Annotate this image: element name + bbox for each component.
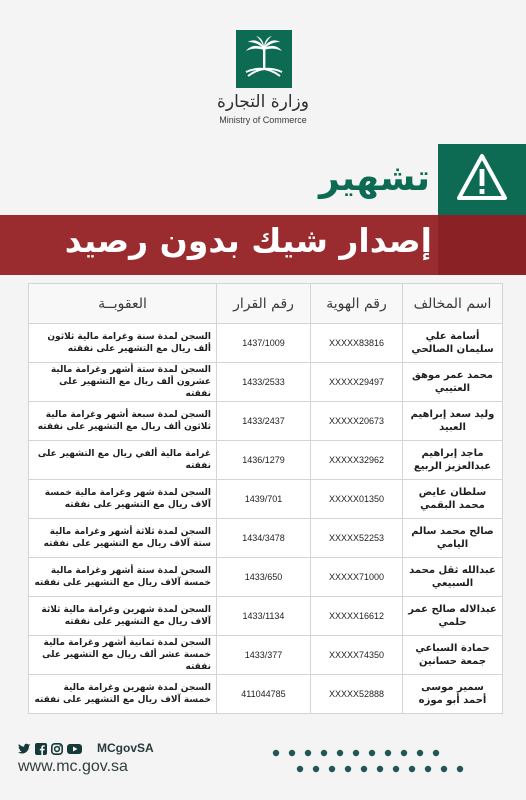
announcement-title: تشهير <box>318 158 430 199</box>
decision-number: 1439/701 <box>217 480 311 519</box>
ministry-name-english: Ministry of Commerce <box>219 115 307 125</box>
violator-name: محمد عمر موهق العتيبي <box>403 363 503 402</box>
penalty-text: السجن لمدة ثمانية أشهر وغرامة مالية خمسة عشر ألف ريال مع التشهير على نفقته <box>29 636 217 675</box>
table-row <box>29 324 503 363</box>
table-row <box>29 597 503 636</box>
violator-name: عبدالاله صالح عمر حلمي <box>403 597 503 636</box>
website-link[interactable]: www.mc.gov.sa <box>18 758 128 775</box>
violator-id: XXXXX52253 <box>311 519 403 558</box>
decorative-dots <box>270 747 510 777</box>
violators-table <box>28 283 503 714</box>
decision-number: 1436/1279 <box>217 441 311 480</box>
table-row <box>29 519 503 558</box>
table-row <box>29 441 503 480</box>
violator-name: عبدالله ثقل محمد السبيعي <box>403 558 503 597</box>
warning-badge <box>438 144 526 216</box>
ministry-name-arabic: وزارة التجارة <box>217 92 309 112</box>
table-row <box>29 363 503 402</box>
table-row <box>29 402 503 441</box>
decision-number: 1433/2437 <box>217 402 311 441</box>
violator-name: صالح محمد سالم اليامي <box>403 519 503 558</box>
twitter-icon[interactable] <box>18 743 31 755</box>
violator-id: XXXXX74350 <box>311 636 403 675</box>
violator-name: حمادة السباعي جمعة حسانين <box>403 636 503 675</box>
penalty-text: غرامة مالية ألفي ريال مع التشهير على نفقته <box>29 441 217 480</box>
penalty-text: السجن لمدة ثلاثة أشهر وغرامة مالية ستة آلاف ريال مع التشهير على نفقته <box>29 519 217 558</box>
violator-name: سلطان عايض محمد البقمي <box>403 480 503 519</box>
youtube-icon[interactable] <box>67 743 82 755</box>
palm-swords-icon <box>236 30 292 88</box>
violator-name: أسامة علي سليمان الصالحي <box>403 324 503 363</box>
violator-id: XXXXX16612 <box>311 597 403 636</box>
banner-accent <box>438 215 526 275</box>
table-row <box>29 636 503 675</box>
decision-number: 1437/1009 <box>217 324 311 363</box>
violator-name: سمير موسى أحمد أبو موزه <box>403 675 503 714</box>
decision-number: 1433/1134 <box>217 597 311 636</box>
decision-number: 1433/377 <box>217 636 311 675</box>
table-row <box>29 480 503 519</box>
violator-id: XXXXX29497 <box>311 363 403 402</box>
table-header-row <box>29 284 503 324</box>
violator-name: ماجد إبراهيم عبدالعزيز الربيع <box>403 441 503 480</box>
table-row <box>29 558 503 597</box>
violator-name: وليد سعد إبراهيم العبيد <box>403 402 503 441</box>
column-header-decision: رقم القرار <box>217 284 311 324</box>
violator-id: XXXXX01350 <box>311 480 403 519</box>
penalty-text: السجن لمدة شهر وغرامة مالية خمسة آلاف ريال مع التشهير على نفقته <box>29 480 217 519</box>
violator-id: XXXXX20673 <box>311 402 403 441</box>
penalty-text: السجن لمدة ستة أشهر وغرامة مالية عشرون ألف ريال مع التشهير على نفقته <box>29 363 217 402</box>
penalty-text: السجن لمدة شهرين وغرامة مالية ثلاثة آلاف ريال مع التشهير على نفقته <box>29 597 217 636</box>
ministry-emblem <box>236 30 292 88</box>
social-handle[interactable]: MCgovSA <box>97 741 154 755</box>
violator-id: XXXXX83816 <box>311 324 403 363</box>
instagram-icon[interactable] <box>51 743 63 755</box>
column-header-penalty: العقوبــة <box>29 284 217 324</box>
decision-number: 1433/650 <box>217 558 311 597</box>
column-header-name: اسم المخالف <box>403 284 503 324</box>
violator-id: XXXXX71000 <box>311 558 403 597</box>
decision-number: 1433/2533 <box>217 363 311 402</box>
banner-title: إصدار شيك بدون رصيد <box>64 221 432 260</box>
penalty-text: السجن لمدة سبعة أشهر وغرامة مالية ثلاثون ألف ريال مع التشهير على نفقته <box>29 402 217 441</box>
penalty-text: السجن لمدة ستة أشهر وغرامة مالية خمسة آلاف ريال مع التشهير على نفقته <box>29 558 217 597</box>
facebook-icon[interactable] <box>35 743 47 755</box>
decision-number: 1434/3478 <box>217 519 311 558</box>
column-header-id: رقم الهوية <box>311 284 403 324</box>
violator-id: XXXXX52888 <box>311 675 403 714</box>
penalty-text: السجن لمدة شهرين وغرامة مالية خمسة آلاف ريال مع التشهير على نفقته <box>29 675 217 714</box>
violator-id: XXXXX32962 <box>311 441 403 480</box>
warning-icon <box>456 152 508 204</box>
decision-number: 411044785 <box>217 675 311 714</box>
table-row <box>29 675 503 714</box>
penalty-text: السجن لمدة سنة وغرامة مالية ثلاثون ألف ريال مع التشهير على نفقته <box>29 324 217 363</box>
